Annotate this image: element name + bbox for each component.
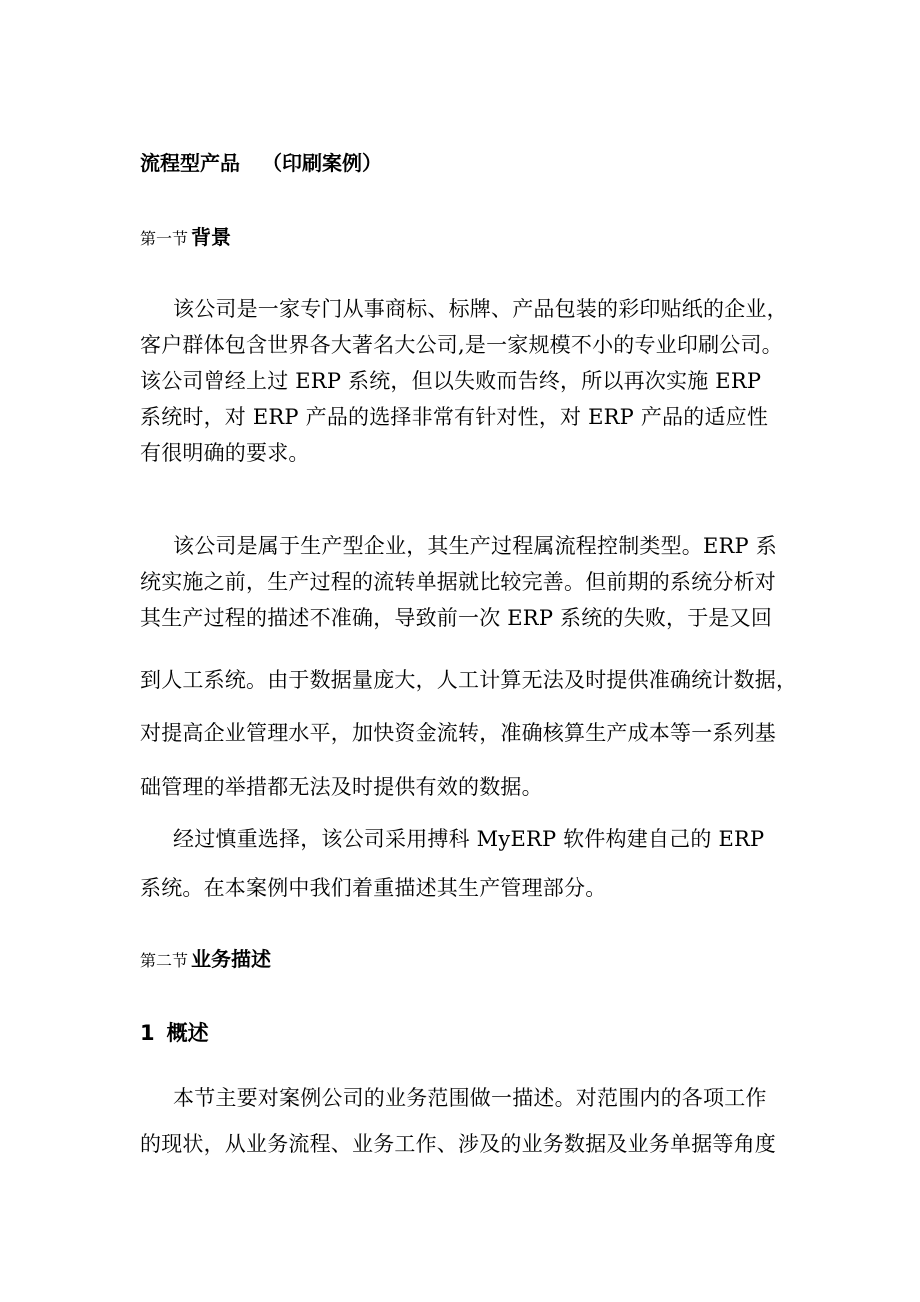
paragraph-line: 础管理的举措都无法及时提供有效的数据。 — [140, 775, 543, 799]
document-title-main: 流程型产品 — [140, 151, 240, 175]
section-name: 业务描述 — [191, 947, 272, 971]
section-number: 第二节 — [140, 951, 189, 970]
paragraph-line: 系统。在本案例中我们着重描述其生产管理部分。 — [140, 876, 607, 900]
paragraph-line: 系统时，对 ERP 产品的选择非常有针对性，对 ERP 产品的适应性 — [140, 405, 769, 429]
section-number: 第一节 — [140, 229, 189, 248]
section-heading-background — [140, 224, 231, 252]
paragraph-line: 有很明确的要求。 — [140, 441, 310, 465]
paragraph-line: 客户群体包含世界各大著名大公司,是一家规模不小的专业印刷公司。 — [140, 333, 783, 357]
paragraph-line: 该公司曾经上过 ERP 系统，但以失败而告终，所以再次实施 ERP — [140, 369, 762, 393]
section-name: 背景 — [191, 225, 232, 249]
paragraph-line: 其生产过程的描述不准确，导致前一次 ERP 系统的失败，于是又回 — [140, 606, 773, 630]
paragraph-line: 经过慎重选择，该公司采用搏科 MyERP 软件构建自己的 ERP — [173, 827, 765, 851]
paragraph-line: 对提高企业管理水平，加快资金流转，准确核算生产成本等一系列基 — [140, 721, 776, 745]
subsection-number: 1 — [140, 1021, 155, 1045]
paragraph-line: 该公司是属于生产型企业，其生产过程属流程控制类型。ERP 系 — [173, 534, 777, 558]
paragraph-line: 该公司是一家专门从事商标、标牌、产品包装的彩印贴纸的企业， — [173, 297, 788, 321]
subsection-heading-overview — [140, 1020, 209, 1046]
paragraph-line: 本节主要对案例公司的业务范围做一描述。对范围内的各项工作 — [173, 1086, 767, 1110]
paragraph-line: 的现状，从业务流程、业务工作、涉及的业务数据及业务单据等角度 — [140, 1132, 776, 1156]
paragraph-line: 统实施之前，生产过程的流转单据就比较完善。但前期的系统分析对 — [140, 570, 776, 594]
section-heading-business-description — [140, 946, 271, 974]
document-title-subtitle: （印刷案例） — [262, 151, 382, 175]
document-title — [140, 150, 382, 176]
paragraph-line: 到人工系统。由于数据量庞大，人工计算无法及时提供准确统计数据， — [140, 668, 798, 692]
subsection-name: 概述 — [166, 1021, 209, 1045]
